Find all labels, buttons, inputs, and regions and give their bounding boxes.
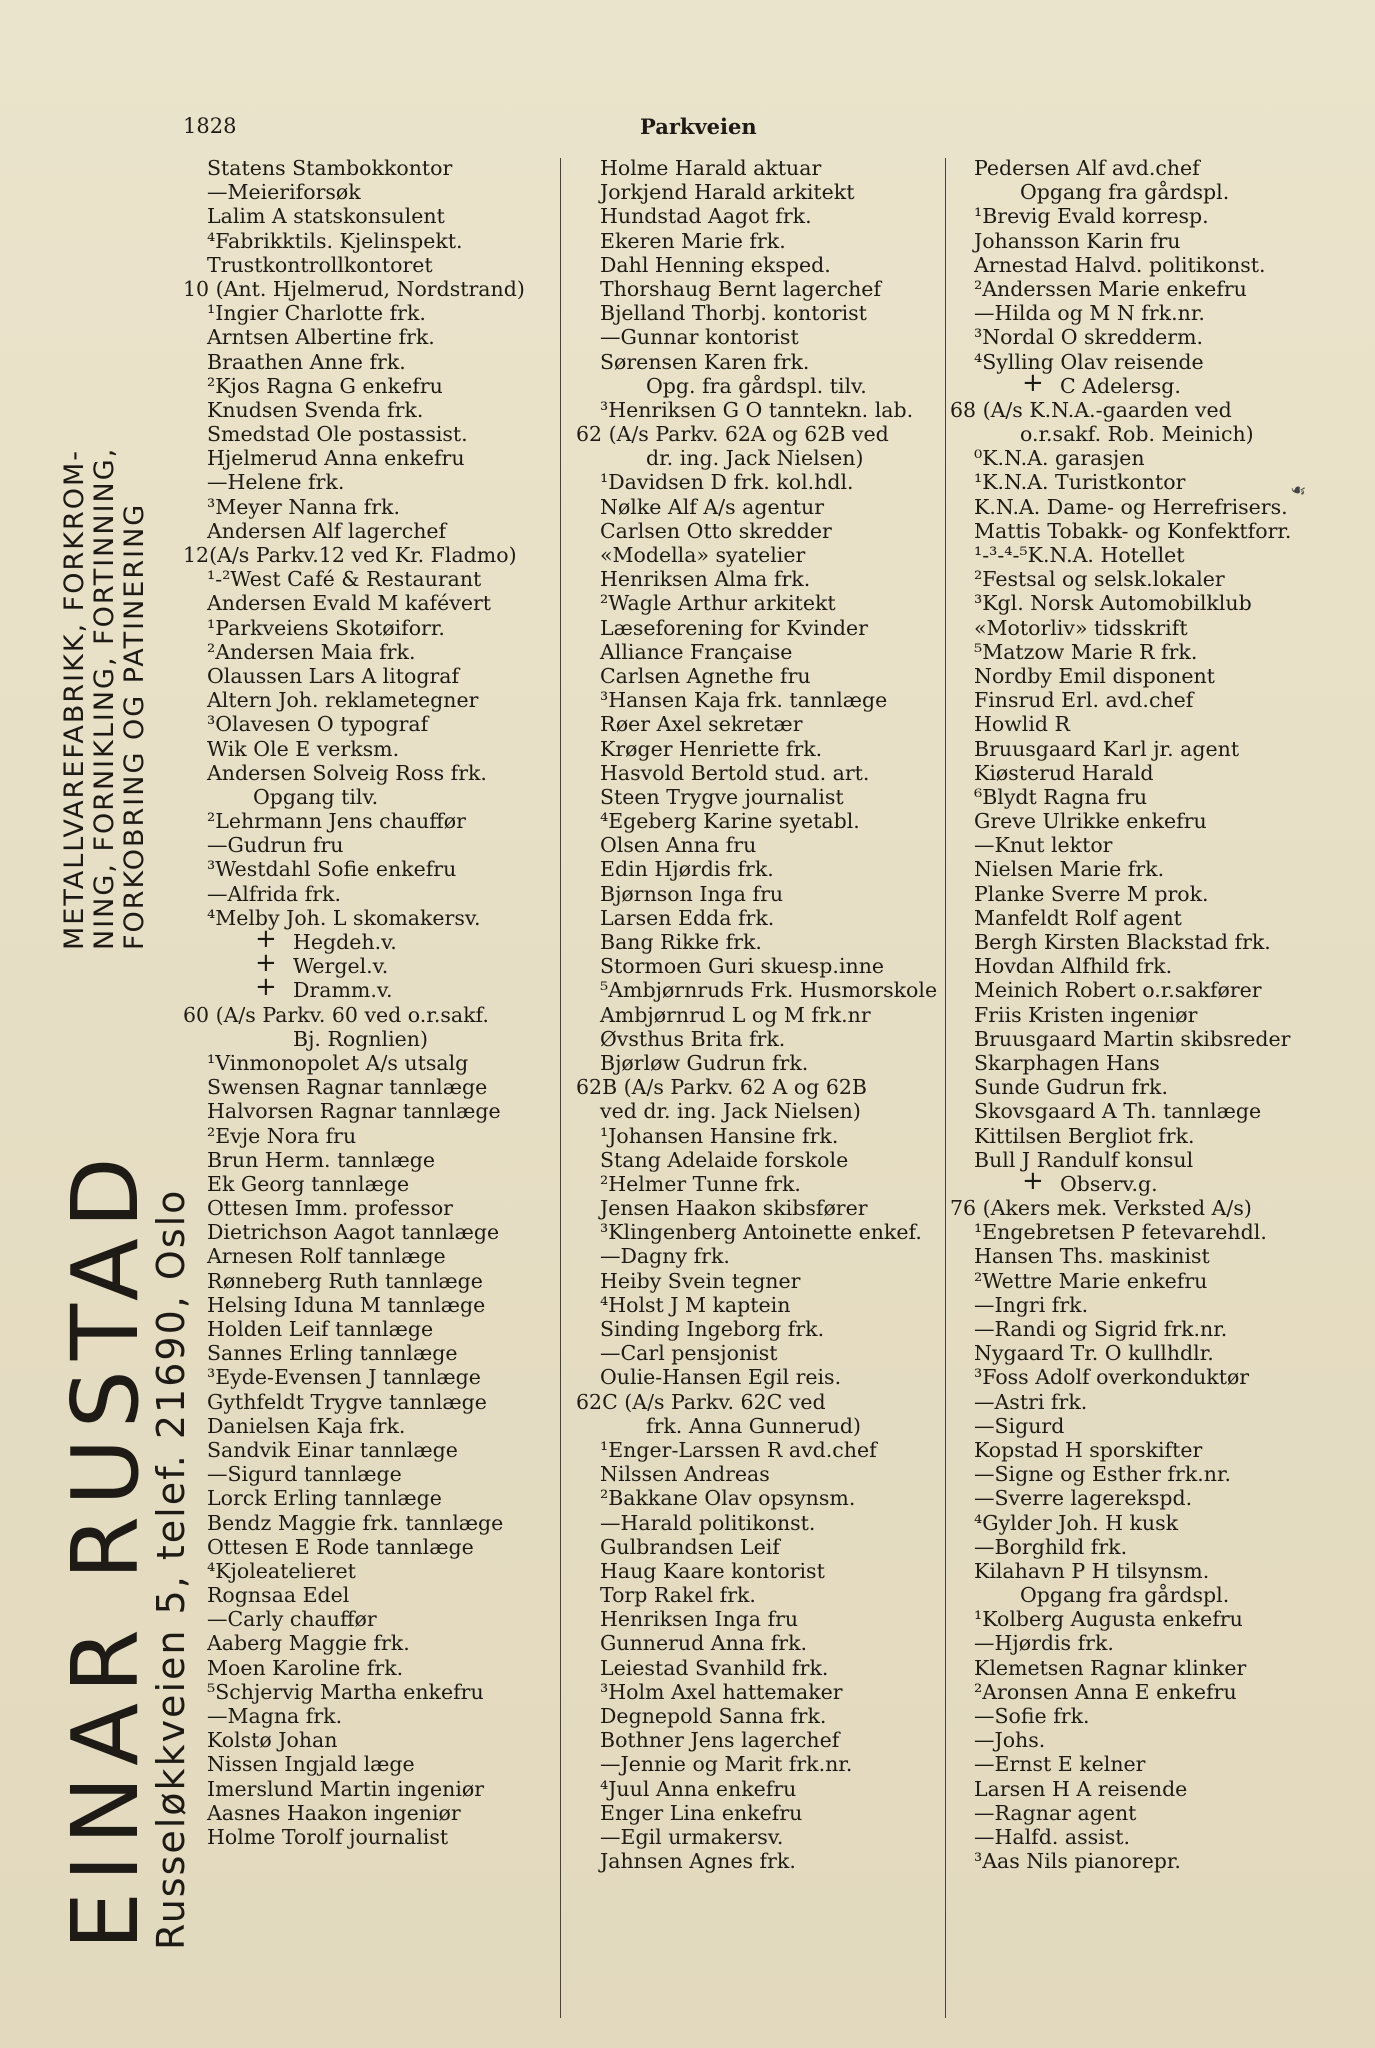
directory-entry: ⁴Holst J M kaptein	[600, 1292, 791, 1317]
directory-entry: Sannes Erling tannlæge	[207, 1341, 458, 1366]
directory-entry: Nordby Emil disponent	[974, 663, 1215, 688]
directory-entry: Gunnerud Anna frk.	[600, 1631, 808, 1656]
directory-entry: Nygaard Tr. O kullhdlr.	[974, 1341, 1214, 1366]
directory-entry: Braathen Anne frk.	[207, 349, 406, 374]
crossing-street-name: Dramm.v.	[293, 978, 393, 1003]
crossing-street-name: Wergel.v.	[293, 954, 389, 979]
directory-entry: Gulbrandsen Leif	[600, 1534, 780, 1559]
directory-entry: ²Evje Nora fru	[207, 1123, 357, 1148]
directory-entry: —Carl pensjonist	[600, 1341, 778, 1366]
directory-entry: Ambjørnrud L og M frk.nr	[600, 1002, 871, 1027]
directory-entry: Bjørnson Inga fru	[600, 881, 784, 906]
directory-entry: Henriksen Alma frk.	[600, 567, 811, 592]
directory-entry: ²Wettre Marie enkefru	[974, 1268, 1208, 1293]
directory-entry: Kittilsen Bergliot frk.	[974, 1123, 1195, 1148]
directory-entry: Arntsen Albertine frk.	[207, 325, 435, 350]
directory-entry: Kilahavn P H tilsynsm.	[974, 1558, 1210, 1583]
directory-entry: —Dagny frk.	[600, 1244, 730, 1269]
directory-entry: Haug Kaare kontorist	[600, 1558, 825, 1583]
address-heading: 76 (Akers mek. Verksted A/s)	[950, 1196, 1252, 1221]
directory-entry: Wik Ole E verksm.	[207, 736, 400, 761]
directory-entry: —Borghild frk.	[974, 1534, 1128, 1559]
directory-entry: «Modella» syatelier	[600, 543, 806, 567]
directory-entry: —Gunnar kontorist	[600, 325, 799, 350]
directory-entry: Olaussen Lars A litograf	[207, 663, 460, 688]
directory-entry: ⁵Ambjørnruds Frk. Husmorskole	[600, 978, 938, 1003]
directory-entry: Holme Harald aktuar	[600, 156, 822, 180]
directory-entry: ¹Parkveiens Skotøiforr.	[207, 615, 445, 640]
directory-entry: ¹Brevig Evald korresp.	[974, 204, 1209, 229]
directory-entry: ³Foss Adolf overkonduktør	[974, 1365, 1250, 1390]
directory-entry: Bergh Kirsten Blackstad frk.	[974, 930, 1271, 954]
directory-entry: Danielsen Kaja frk.	[207, 1413, 406, 1438]
directory-entry: ²Aronsen Anna E enkefru	[974, 1679, 1237, 1704]
directory-entry: Opgang fra gårdspl.	[1020, 180, 1230, 205]
directory-entry: Stang Adelaide forskole	[600, 1147, 849, 1172]
directory-entry: ³Klingenberg Antoinette enkef.	[600, 1220, 922, 1245]
directory-entry: Skovsgaard A Th. tannlæge	[974, 1099, 1262, 1124]
directory-entry: Aaberg Maggie frk.	[207, 1631, 410, 1656]
directory-entry: ²Andersen Maia frk.	[207, 639, 416, 664]
crossing-street-name: C Adelersg.	[1060, 373, 1181, 398]
directory-entry: Larsen Edda frk.	[600, 905, 775, 930]
directory-entry: Aasnes Haakon ingeniør	[207, 1800, 461, 1825]
address-heading: 60 (A/s Parkv. 60 ved o.r.sakf.	[183, 1002, 489, 1027]
directory-entry: Kolstø Johan	[207, 1728, 338, 1753]
directory-entry: Stormoen Guri skuesp.inne	[600, 954, 885, 979]
directory-entry	[183, 924, 553, 954]
directory-entry: ⁴Fabrikktils. Kjelinspekt.	[207, 228, 463, 253]
directory-entry: ¹Johansen Hansine frk.	[600, 1123, 839, 1148]
directory-entry: Sunde Gudrun frk.	[974, 1075, 1168, 1100]
directory-entry: frk. Anna Gunnerud)	[646, 1413, 862, 1438]
crossing-street-marker-icon: +	[255, 948, 277, 979]
directory-entry: Manfeldt Rolf agent	[974, 905, 1182, 930]
directory-entry: ³Eyde-Evensen J tannlæge	[207, 1365, 481, 1390]
directory-entry: dr. ing. Jack Nielsen)	[646, 446, 864, 471]
directory-entry: ³Westdahl Sofie enkefru	[207, 857, 457, 882]
directory-entry: ³Kgl. Norsk Automobilklub	[974, 591, 1252, 616]
directory-entry: Lorck Erling tannlæge	[207, 1486, 442, 1511]
directory-entry: ¹Enger-Larssen R avd.chef	[600, 1437, 877, 1462]
directory-entry: Hansen Ths. maskinist	[974, 1244, 1210, 1269]
directory-entry: Holden Leif tannlæge	[207, 1317, 434, 1341]
directory-entry: Bull J Randulf konsul	[974, 1147, 1194, 1172]
directory-entry: Steen Trygve journalist	[600, 784, 844, 809]
directory-entry: Trustkontrollkontoret	[207, 252, 433, 277]
directory-entry: Statens Stambokkontor	[207, 156, 453, 180]
directory-entry: Gythfeldt Trygve tannlæge	[207, 1389, 487, 1414]
directory-entry: Smedstad Ole postassist.	[207, 422, 468, 447]
directory-entry: —Gudrun fru	[207, 833, 344, 858]
directory-entry: Sinding Ingeborg frk.	[600, 1317, 825, 1341]
directory-entry: Ekeren Marie frk.	[600, 228, 786, 253]
address-heading: 12(A/s Parkv.12 ved Kr. Fladmo)	[183, 543, 517, 567]
directory-entry: «Motorliv» tidsskrift	[974, 615, 1188, 640]
directory-entry: —Carly chauffør	[207, 1607, 377, 1632]
directory-entry: —Meieriforsøk	[207, 180, 361, 205]
directory-entry: Imerslund Martin ingeniør	[207, 1776, 485, 1801]
ad-services-line: FORKOBRING OG PATINERING	[119, 502, 150, 950]
directory-entry: Planke Sverre M prok.	[974, 881, 1209, 906]
directory-entry: ³Hansen Kaja frk. tannlæge	[600, 688, 888, 713]
ad-services-line: NING, FORNIKLING, FORTINNING,	[89, 446, 120, 950]
directory-entry: Meinich Robert o.r.sakfører	[974, 978, 1262, 1003]
directory-entry: Holme Torolf journalist	[207, 1824, 449, 1849]
directory-entry: Ottesen Imm. professor	[207, 1196, 453, 1221]
directory-entry: ³Henriksen G O tanntekn. lab.	[600, 397, 914, 422]
directory-entry: Henriksen Inga fru	[600, 1607, 799, 1632]
directory-entry: —Sigurd tannlæge	[207, 1462, 402, 1487]
directory-entry: ved dr. ing. Jack Nielsen)	[600, 1099, 861, 1124]
directory-entry: Finsrud Erl. avd.chef	[974, 688, 1194, 713]
directory-entry: ¹Vinmonopolet A/s utsalg	[207, 1050, 469, 1075]
directory-entry: Edin Hjørdis frk.	[600, 857, 774, 882]
crossing-street-marker-icon: +	[255, 924, 277, 954]
directory-entry: Lalim A statskonsulent	[207, 204, 445, 229]
directory-entry: K.N.A. Dame- og Herrefrisers.	[974, 494, 1288, 519]
directory-entry: Bang Rikke frk.	[600, 930, 762, 954]
directory-entry: Swensen Ragnar tannlæge	[207, 1075, 488, 1100]
directory-entry: Bjørløw Gudrun frk.	[600, 1050, 809, 1075]
directory-entry: Hjelmerud Anna enkefru	[207, 446, 465, 471]
directory-entry: Ottesen E Rode tannlæge	[207, 1534, 474, 1559]
directory-entry: Nilssen Andreas	[600, 1462, 770, 1487]
directory-entry: ¹‑³‑⁴‑⁵K.N.A. Hotellet	[974, 543, 1185, 567]
directory-entry: Hundstad Aagot frk.	[600, 204, 812, 229]
directory-entry: Nølke Alf A/s agentur	[600, 494, 825, 519]
directory-entry: Andersen Alf lagerchef	[207, 518, 447, 543]
directory-entry: ³Holm Axel hattemaker	[600, 1679, 843, 1704]
directory-entry: ⁵Matzow Marie R frk.	[974, 639, 1198, 664]
directory-entry: Kiøsterud Harald	[974, 760, 1154, 785]
directory-entry: —Halfd. assist.	[974, 1824, 1130, 1849]
directory-entry: Halvorsen Ragnar tannlæge	[207, 1099, 501, 1124]
directory-entry: ⁴Juul Anna enkefru	[600, 1776, 797, 1801]
directory-entry: Thorshaug Bernt lagerchef	[600, 276, 881, 301]
directory-entry: ¹Ingier Charlotte frk.	[207, 301, 426, 326]
directory-entry: ²Helmer Tunne frk.	[600, 1171, 801, 1196]
directory-entry: Olsen Anna fru	[600, 833, 757, 858]
directory-entry: Kopstad H sporskifter	[974, 1437, 1203, 1462]
crossing-street-name: Observ.g.	[1060, 1171, 1158, 1196]
crossing-street-name: Hegdeh.v.	[293, 930, 397, 954]
directory-entry: —Alfrida frk.	[207, 881, 341, 906]
directory-entry	[950, 1165, 1320, 1196]
directory-entry: ³Nordal O skredderm.	[974, 325, 1204, 350]
directory-entry: —Sigurd	[974, 1413, 1065, 1438]
directory-entry: Bjelland Thorbj. kontorist	[600, 301, 867, 326]
directory-entry: ²Lehrmann Jens chauffør	[207, 809, 466, 834]
directory-entry: Øvsthus Brita frk.	[600, 1026, 786, 1051]
directory-entry: Knudsen Svenda frk.	[207, 397, 424, 422]
page-number: 1828	[183, 114, 237, 138]
ad-company-name: EINAR RUSTAD	[52, 1147, 159, 1950]
directory-entry: —Ragnar agent	[974, 1800, 1137, 1825]
directory-entry: Heiby Svein tegner	[600, 1268, 801, 1293]
directory-column-1	[183, 156, 553, 1849]
directory-entry: Bj. Rognlien)	[293, 1026, 429, 1051]
directory-entry: ⁶Blydt Ragna fru	[974, 784, 1148, 809]
column-divider	[560, 158, 561, 2018]
directory-entry: ²Wagle Arthur arkitekt	[600, 591, 836, 616]
directory-entry: ²Kjos Ragna G enkefru	[207, 373, 443, 398]
directory-entry: Moen Karoline frk.	[207, 1655, 404, 1680]
directory-entry: —Randi og Sigrid frk.nr.	[974, 1317, 1228, 1341]
directory-entry: ¹Kolberg Augusta enkefru	[974, 1607, 1243, 1632]
directory-entry: ²Bakkane Olav opsynsm.	[600, 1486, 856, 1511]
ad-address: Russeløkkveien 5, telef. 21690, Oslo	[149, 1188, 193, 1950]
directory-entry: Dietrichson Aagot tannlæge	[207, 1220, 500, 1245]
directory-entry: —Johs.	[974, 1728, 1046, 1753]
directory-entry: ⁴Gylder Joh. H kusk	[974, 1510, 1179, 1535]
directory-entry: Alliance Française	[600, 639, 793, 664]
directory-entry: Andersen Evald M kafévert	[207, 591, 492, 616]
directory-entry: ⁴Melby Joh. L skomakersv.	[207, 905, 481, 930]
directory-entry: Friis Kristen ingeniør	[974, 1002, 1198, 1027]
directory-entry: ³Meyer Nanna frk.	[207, 494, 400, 519]
directory-entry: Nielsen Marie frk.	[974, 857, 1165, 882]
directory-entry: Nissen Ingjald læge	[207, 1752, 415, 1777]
directory-entry: —Ernst E kelner	[974, 1752, 1146, 1777]
directory-entry: Rønneberg Ruth tannlæge	[207, 1268, 483, 1293]
directory-entry: Røer Axel sekretær	[600, 712, 803, 737]
directory-entry: Larsen H A reisende	[974, 1776, 1188, 1801]
address-heading: 68 (A/s K.N.A.-gaarden ved	[950, 397, 1232, 422]
directory-entry: —Magna frk.	[207, 1704, 343, 1728]
directory-entry: Læseforening for Kvinder	[600, 615, 868, 640]
directory-entry: Bothner Jens lagerchef	[600, 1728, 840, 1753]
directory-entry: ⁵Schjervig Martha enkefru	[207, 1679, 484, 1704]
directory-column-3	[950, 156, 1320, 1873]
directory-entry: Hasvold Bertold stud. art.	[600, 760, 870, 785]
directory-entry: Howlid R	[974, 712, 1070, 737]
directory-entry: Pedersen Alf avd.chef	[974, 156, 1200, 180]
directory-entry: ⁴Kjoleatelieret	[207, 1558, 356, 1583]
directory-entry	[183, 948, 553, 979]
directory-entry: Klemetsen Ragnar klinker	[974, 1655, 1247, 1680]
directory-entry: Arnesen Rolf tannlæge	[207, 1244, 446, 1269]
vertical-advertisement	[52, 170, 193, 1950]
directory-entry: —Sverre lagerekspd.	[974, 1486, 1193, 1511]
directory-column-2	[576, 156, 946, 1873]
directory-entry	[183, 972, 553, 1003]
ad-services-line: METALLVAREFABRIKK, FORKROM-	[59, 448, 90, 950]
directory-entry: Altern Joh. reklametegner	[207, 688, 479, 713]
directory-entry: Dahl Henning eksped.	[600, 252, 831, 277]
directory-entry: Helsing Iduna M tannlæge	[207, 1292, 486, 1317]
directory-entry: Andersen Solveig Ross frk.	[207, 760, 487, 785]
directory-entry: —Ingri frk.	[974, 1292, 1089, 1317]
directory-entry: ¹Davidsen D frk. kol.hdl.	[600, 470, 854, 495]
directory-entry: ¹K.N.A. Turistkontor	[974, 470, 1186, 495]
directory-entry: Arnestad Halvd. politikonst.	[974, 252, 1266, 277]
directory-entry	[950, 367, 1320, 398]
directory-entry: Torp Rakel frk.	[600, 1583, 756, 1608]
directory-entry: Jensen Haakon skibsfører	[600, 1196, 868, 1221]
directory-entry: Bendz Maggie frk. tannlæge	[207, 1510, 504, 1535]
directory-entry: —Knut lektor	[974, 833, 1113, 858]
directory-entry: Ek Georg tannlæge	[207, 1171, 410, 1196]
address-heading: 62 (A/s Parkv. 62A og 62B ved	[576, 422, 889, 447]
page-title: Parkveien	[640, 114, 757, 139]
directory-entry: Carlsen Agnethe fru	[600, 663, 811, 688]
directory-entry: Carlsen Otto skredder	[600, 518, 832, 543]
directory-entry: Bruusgaard Martin skibsreder	[974, 1026, 1291, 1051]
directory-entry: ³Olavesen O typograf	[207, 712, 429, 737]
ornament-mark: ☙	[1287, 478, 1309, 503]
directory-entry: Rognsaa Edel	[207, 1583, 350, 1608]
directory-entry: ⁴Egeberg Karine syetabl.	[600, 809, 860, 834]
crossing-street-marker-icon: +	[1022, 367, 1044, 398]
directory-entry: —Hjørdis frk.	[974, 1631, 1114, 1656]
directory-entry: Mattis Tobakk- og Konfektforr.	[974, 518, 1292, 543]
directory-entry: —Helene frk.	[207, 470, 345, 495]
directory-entry: ⁴Sylling Olav reisende	[974, 349, 1204, 374]
directory-entry: ²Anderssen Marie enkefru	[974, 276, 1247, 301]
directory-entry: Enger Lina enkefru	[600, 1800, 803, 1825]
directory-entry: Opgang tilv.	[253, 784, 379, 809]
directory-entry: Opgang fra gårdspl.	[1020, 1583, 1230, 1608]
directory-entry: —Egil urmakersv.	[600, 1824, 784, 1849]
directory-entry: —Hilda og M N frk.nr.	[974, 301, 1205, 326]
ad-services	[60, 170, 150, 950]
directory-entry: Brun Herm. tannlæge	[207, 1147, 436, 1172]
directory-entry: ³Aas Nils pianorepr.	[974, 1849, 1181, 1874]
address-heading: 62B (A/s Parkv. 62 A og 62B	[576, 1075, 867, 1100]
directory-entry: Bruusgaard Karl jr. agent	[974, 736, 1240, 761]
directory-entry: Greve Ulrikke enkefru	[974, 809, 1207, 834]
directory-entry: Johansson Karin fru	[974, 228, 1181, 253]
directory-entry: Sørensen Karen frk.	[600, 349, 810, 374]
directory-entry: ⁰K.N.A. garasjen	[974, 446, 1145, 471]
directory-entry: Jahnsen Agnes frk.	[600, 1849, 796, 1874]
directory-entry: —Sofie frk.	[974, 1704, 1090, 1728]
directory-entry: Leiestad Svanhild frk.	[600, 1655, 829, 1680]
directory-entry: Degnepold Sanna frk.	[600, 1704, 827, 1728]
directory-entry: Krøger Henriette frk.	[600, 736, 823, 761]
directory-entry: Skarphagen Hans	[974, 1050, 1160, 1075]
directory-entry: Opg. fra gårdspl. tilv.	[646, 373, 867, 398]
address-heading: 10 (Ant. Hjelmerud, Nordstrand)	[183, 276, 525, 301]
directory-entry: ¹Engebretsen P fetevarehdl.	[974, 1220, 1267, 1245]
directory-entry: —Astri frk.	[974, 1389, 1088, 1414]
directory-entry: ²Festsal og selsk.lokaler	[974, 567, 1225, 592]
address-heading: 62C (A/s Parkv. 62C ved	[576, 1389, 826, 1414]
crossing-street-marker-icon: +	[255, 972, 277, 1003]
directory-entry: o.r.sakf. Rob. Meinich)	[1020, 422, 1254, 447]
directory-entry: Oulie-Hansen Egil reis.	[600, 1365, 842, 1390]
directory-entry: Hovdan Alfhild frk.	[974, 954, 1173, 979]
crossing-street-marker-icon: +	[1022, 1165, 1044, 1196]
directory-entry: Sandvik Einar tannlæge	[207, 1437, 458, 1462]
directory-entry: ¹‑²West Café & Restaurant	[207, 567, 482, 592]
directory-entry: Jorkjend Harald arkitekt	[600, 180, 855, 205]
directory-entry: —Harald politikonst.	[600, 1510, 816, 1535]
directory-entry: —Jennie og Marit frk.nr.	[600, 1752, 853, 1777]
directory-entry: —Signe og Esther frk.nr.	[974, 1462, 1232, 1487]
